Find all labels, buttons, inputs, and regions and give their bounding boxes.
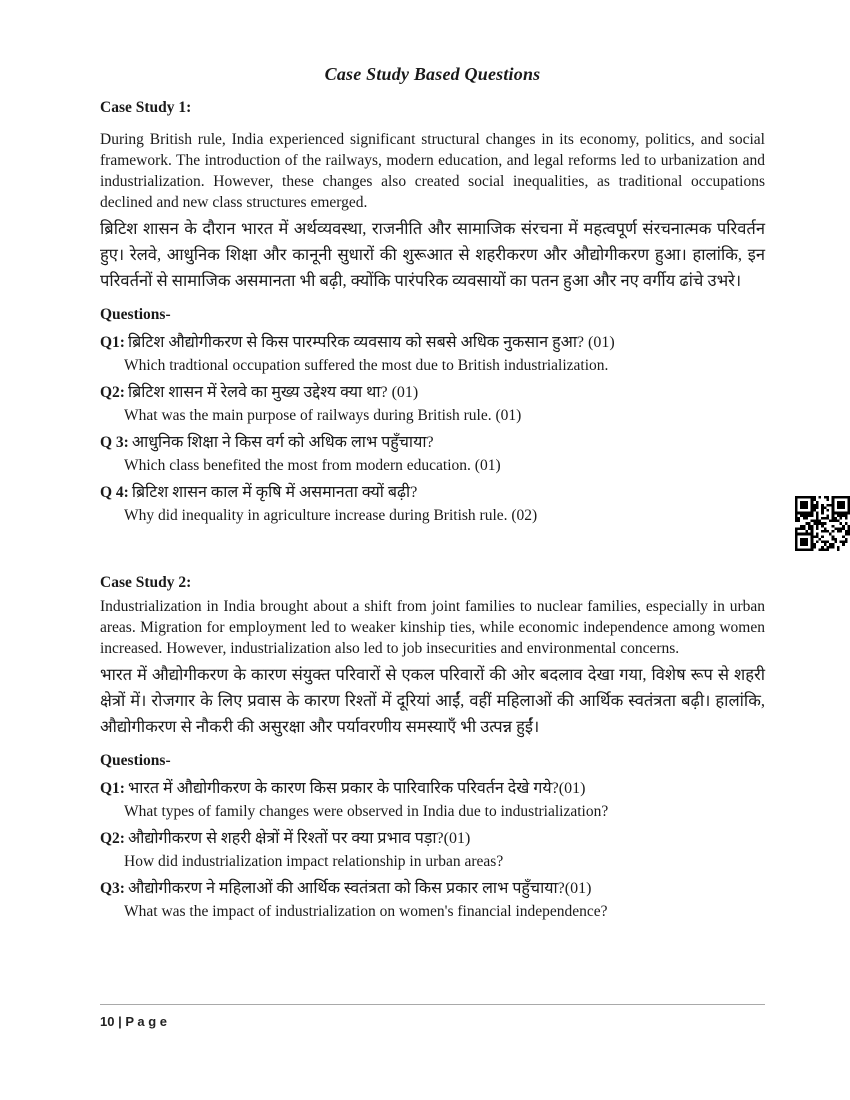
- question-text-hindi: ब्रिटिश शासन काल में कृषि में असमानता क्यों बढ़ी?: [131, 484, 418, 501]
- question-1: [100, 777, 765, 822]
- question-label: Q 3:: [100, 434, 129, 451]
- question-2: [100, 381, 765, 426]
- case-study-1-section: [100, 99, 765, 526]
- question-text-hindi: औद्योगीकरण ने महिलाओं की आर्थिक स्वतंत्रता को किस प्रकार लाभ पहुँचाया?(01): [127, 880, 592, 897]
- question-line-hindi: [100, 877, 765, 901]
- question-3: [100, 877, 765, 922]
- case-study-2-paragraph-english: Industrialization in India brought about a shift from joint families to nuclear families, especially in urban areas. Migration for employment led to weaker kinship ties, while economic independence among women increased. However, industrialization also led to job insecurities and environmental concerns.: [100, 598, 765, 657]
- question-label: Q2:: [100, 384, 125, 401]
- question-line-hindi: [100, 381, 765, 405]
- question-line-english: What types of family changes were observed in India due to industrialization?: [124, 803, 609, 820]
- question-label: Q2:: [100, 830, 125, 847]
- question-label: Q3:: [100, 880, 125, 897]
- question-line-english: Why did inequality in agriculture increase during British rule. (02): [124, 507, 538, 524]
- question-3: [100, 431, 765, 476]
- question-text-hindi: आधुनिक शिक्षा ने किस वर्ग को अधिक लाभ पहुँचाया?: [131, 434, 434, 451]
- question-line-english: Which class benefited the most from modern education. (01): [124, 457, 501, 474]
- question-line-english: How did industrialization impact relationship in urban areas?: [124, 853, 504, 870]
- question-2: [100, 827, 765, 872]
- question-line-hindi: [100, 777, 765, 801]
- page-title: Case Study Based Questions: [324, 64, 541, 84]
- question-line-english: Which tradtional occupation suffered the most due to British industrialization.: [124, 357, 609, 374]
- case-study-2-paragraph-hindi: भारत में औद्योगीकरण के कारण संयुक्त परिवारों से एकल परिवारों की ओर बदलाव देखा गया, विशेष रूप से शहरी क्षेत्रों में। रोजगार के लिए प्रवास के कारण रिश्तों में दूरियां आईं, वहीं महिलाओं की आर्थिक स्वतंत्रता बढ़ी। हालांकि, औद्योगीकरण से नौकरी की असुरक्षा और पर्यावरणीय समस्याएँ भी उत्पन्न हुईं।: [100, 665, 765, 736]
- case-study-1-paragraph-hindi: ब्रिटिश शासन के दौरान भारत में अर्थव्यवस्था, राजनीति और सामाजिक संरचना में महत्वपूर्ण संरचनात्मक परिवर्तन हुए। रेलवे, आधुनिक शिक्षा और कानूनी सुधारों की शुरूआत से शहरीकरण और औद्योगीकरण हुआ। हालांकि, इन परिवर्तनों से सामाजिक असमानता भी बढ़ी, क्योंकि पारंपरिक व्यवसायों का पतन हुआ और नए वर्गीय ढांचे उभरे।: [100, 219, 765, 290]
- question-line-english: What was the impact of industrialization on women's financial independence?: [124, 903, 608, 920]
- page-number: 10 | P a g e: [100, 1014, 167, 1029]
- question-text-hindi: ब्रिटिश औद्योगीकरण से किस पारम्परिक व्यवसाय को सबसे अधिक नुकसान हुआ? (01): [127, 334, 615, 351]
- question-label: Q 4:: [100, 484, 129, 501]
- question-1: [100, 331, 765, 376]
- question-line-hindi: [100, 431, 765, 455]
- question-text-hindi: भारत में औद्योगीकरण के कारण किस प्रकार के पारिवारिक परिवर्तन देखे गये?(01): [127, 780, 586, 797]
- qr-code: [795, 496, 850, 551]
- case-study-2-heading: Case Study 2:: [100, 574, 192, 591]
- page-footer: [100, 1004, 765, 1029]
- question-label: Q1:: [100, 334, 125, 351]
- question-label: Q1:: [100, 780, 125, 797]
- case-study-1-paragraph-english: During British rule, India experienced significant structural changes in its economy, politics, and social framework. The introduction of the railways, modern education, and legal reforms led to urbanization and industrialization. However, these changes also created social inequalities, as traditional occupations declined and new class structures emerged.: [100, 131, 765, 211]
- case-study-1-questions-heading: Questions-: [100, 306, 171, 323]
- question-4: [100, 481, 765, 526]
- case-study-2-section: [100, 574, 765, 922]
- case-study-1-heading: Case Study 1:: [100, 99, 192, 116]
- question-line-hindi: [100, 331, 765, 355]
- question-line-hindi: [100, 481, 765, 505]
- question-text-hindi: औद्योगीकरण से शहरी क्षेत्रों में रिश्तों पर क्या प्रभाव पड़ा?(01): [127, 830, 471, 847]
- question-line-english: What was the main purpose of railways during British rule. (01): [124, 407, 522, 424]
- case-study-2-questions-heading: Questions-: [100, 752, 171, 769]
- question-text-hindi: ब्रिटिश शासन में रेलवे का मुख्य उद्देश्य क्या था? (01): [127, 384, 419, 401]
- question-line-hindi: [100, 827, 765, 851]
